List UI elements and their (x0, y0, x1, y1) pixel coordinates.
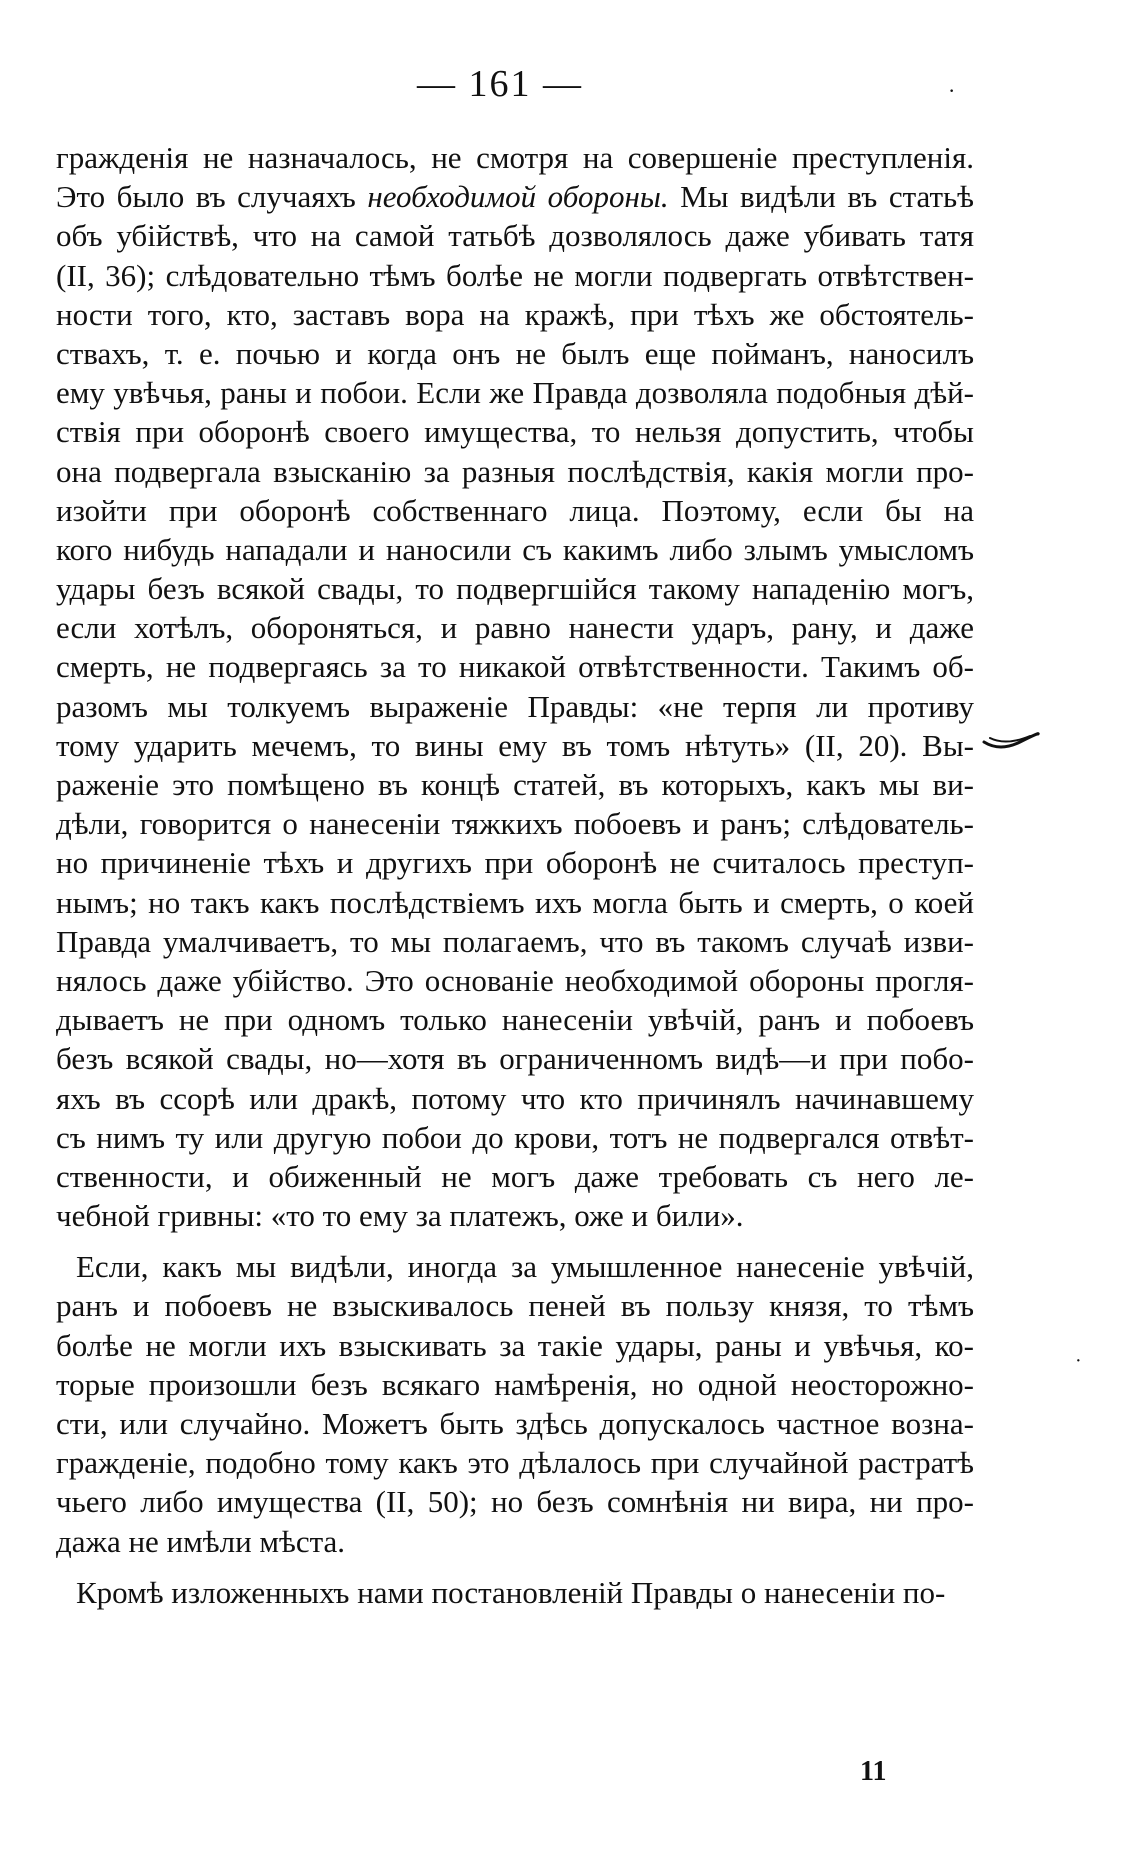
text-line: Правда умалчиваетъ, то мы полагаемъ, что въ такомъ случаѣ изви- (56, 923, 974, 959)
text-line: ему увѣчья, раны и побои. Если же Правда дозволяла подобныя дѣй- (56, 375, 974, 411)
page-number: — 161 — (417, 63, 583, 105)
text-line: дѣли, говорится о нанесеніи тяжкихъ побоевъ и ранъ; слѣдователь- (56, 806, 974, 842)
text-line: тому ударить мечемъ, то вины ему въ томъ нѣтуть» (II, 20). Вы- (56, 727, 974, 763)
text-line: торые произошли безъ всякаго намѣренія, но одной неосторожно- (56, 1366, 974, 1402)
text-line: чьего либо имущества (II, 50); но безъ сомнѣнія ни вира, ни про- (56, 1484, 974, 1520)
text-line: если хотѣлъ, обороняться, и равно нанести ударъ, рану, и даже (56, 610, 974, 646)
text-line: Если, какъ мы видѣли, иногда за умышленное нанесеніе увѣчій, (76, 1249, 974, 1285)
text-line: изойти при оборонѣ собственнаго лица. Поэтому, если бы на (56, 492, 974, 528)
text-line: раженіе это помѣщено въ концѣ статей, въ которыхъ, какъ мы ви- (56, 767, 974, 802)
text-line: болѣе не могли ихъ взыскивать за такіе удары, раны и увѣчья, ко- (56, 1327, 974, 1363)
text-line: дажа не имѣли мѣста. (56, 1523, 346, 1559)
text-line: сти, или случайно. Можетъ быть здѣсь допускалось частное возна- (56, 1406, 974, 1441)
paragraph-gap (56, 1235, 974, 1247)
text-line: Это было въ случаяхъ необходимой обороны. Мы видѣли въ статьѣ (56, 179, 974, 215)
text-line: но причиненіе тѣхъ и другихъ при оборонѣ не считалось преступ- (56, 845, 974, 881)
paragraph (56, 1573, 974, 1612)
text-line: смерть, не подвергаясь за то никакой отвѣтственности. Такимъ об- (56, 649, 974, 685)
text-line: чебной гривны: «то то ему за платежъ, оже и били». (56, 1198, 744, 1234)
text-line: гражденія не назначалось, не смотря на совершеніе преступленія. (56, 140, 974, 175)
text-line: (II, 36); слѣдовательно тѣмъ болѣе не могли подвергать отвѣтствен- (56, 257, 974, 293)
stray-mark: · (948, 78, 956, 103)
text-line: ности того, кто, заставъ вора на кражѣ, при тѣхъ же обстоятель- (56, 296, 974, 332)
text-line: дываетъ не при одномъ только нанесеніи увѣчій, ранъ и побоевъ (56, 1002, 974, 1038)
text-line: ранъ и побоевъ не взыскивалось пеней въ пользу князя, то тѣмъ (56, 1288, 974, 1324)
body-text (56, 138, 974, 1612)
text-line: гражденіе, подобно тому какъ это дѣлалось при случайной растратѣ (56, 1445, 974, 1481)
text-line: она подвергала взысканію за разныя послѣдствія, какія могли про- (56, 453, 974, 489)
text-line: ствахъ, т. е. почью и когда онъ не былъ еще пойманъ, наносилъ (56, 335, 974, 371)
margin-pencil-mark (980, 728, 1040, 758)
text-line: нымъ; но такъ какъ послѣдствіемъ ихъ могла быть и смерть, о коей (56, 884, 974, 920)
text-line: кого нибудь нападали и наносили съ какимъ либо злымъ умысломъ (56, 531, 974, 567)
dot-mark: · (1075, 1350, 1082, 1372)
text-line: яхъ въ ссорѣ или дракѣ, потому что кто причинялъ начинавшему (56, 1080, 974, 1116)
text-line: удары безъ всякой свады, то подвергшійся такому нападенію могъ, (56, 571, 974, 607)
text-line: ственности, и обиженный не могъ даже требовать съ него ле- (56, 1158, 974, 1194)
text-line: ствія при оборонѣ своего имущества, то нельзя допустить, чтобы (56, 414, 974, 450)
text-line: безъ всякой свады, но—хотя въ ограниченномъ видѣ—и при побо- (56, 1041, 974, 1077)
paragraph (56, 138, 974, 1235)
text-line: объ убійствѣ, что на самой татьбѣ дозволялось даже убивать татя (56, 218, 974, 254)
paragraph (56, 1247, 974, 1561)
text-line: разомъ мы толкуемъ выраженіе Правды: «не терпя ли противу (56, 688, 974, 724)
signature-mark: 11 (860, 1756, 887, 1787)
text-line: нялось даже убійство. Это основаніе необходимой обороны прогля- (56, 962, 974, 998)
text-line: съ нимъ ту или другую побои до крови, тотъ не подвергался отвѣт- (56, 1119, 974, 1155)
paragraph-gap (56, 1561, 974, 1573)
text-line: Кромѣ изложенныхъ нами постановленій Правды о нанесеніи по- (76, 1574, 946, 1610)
